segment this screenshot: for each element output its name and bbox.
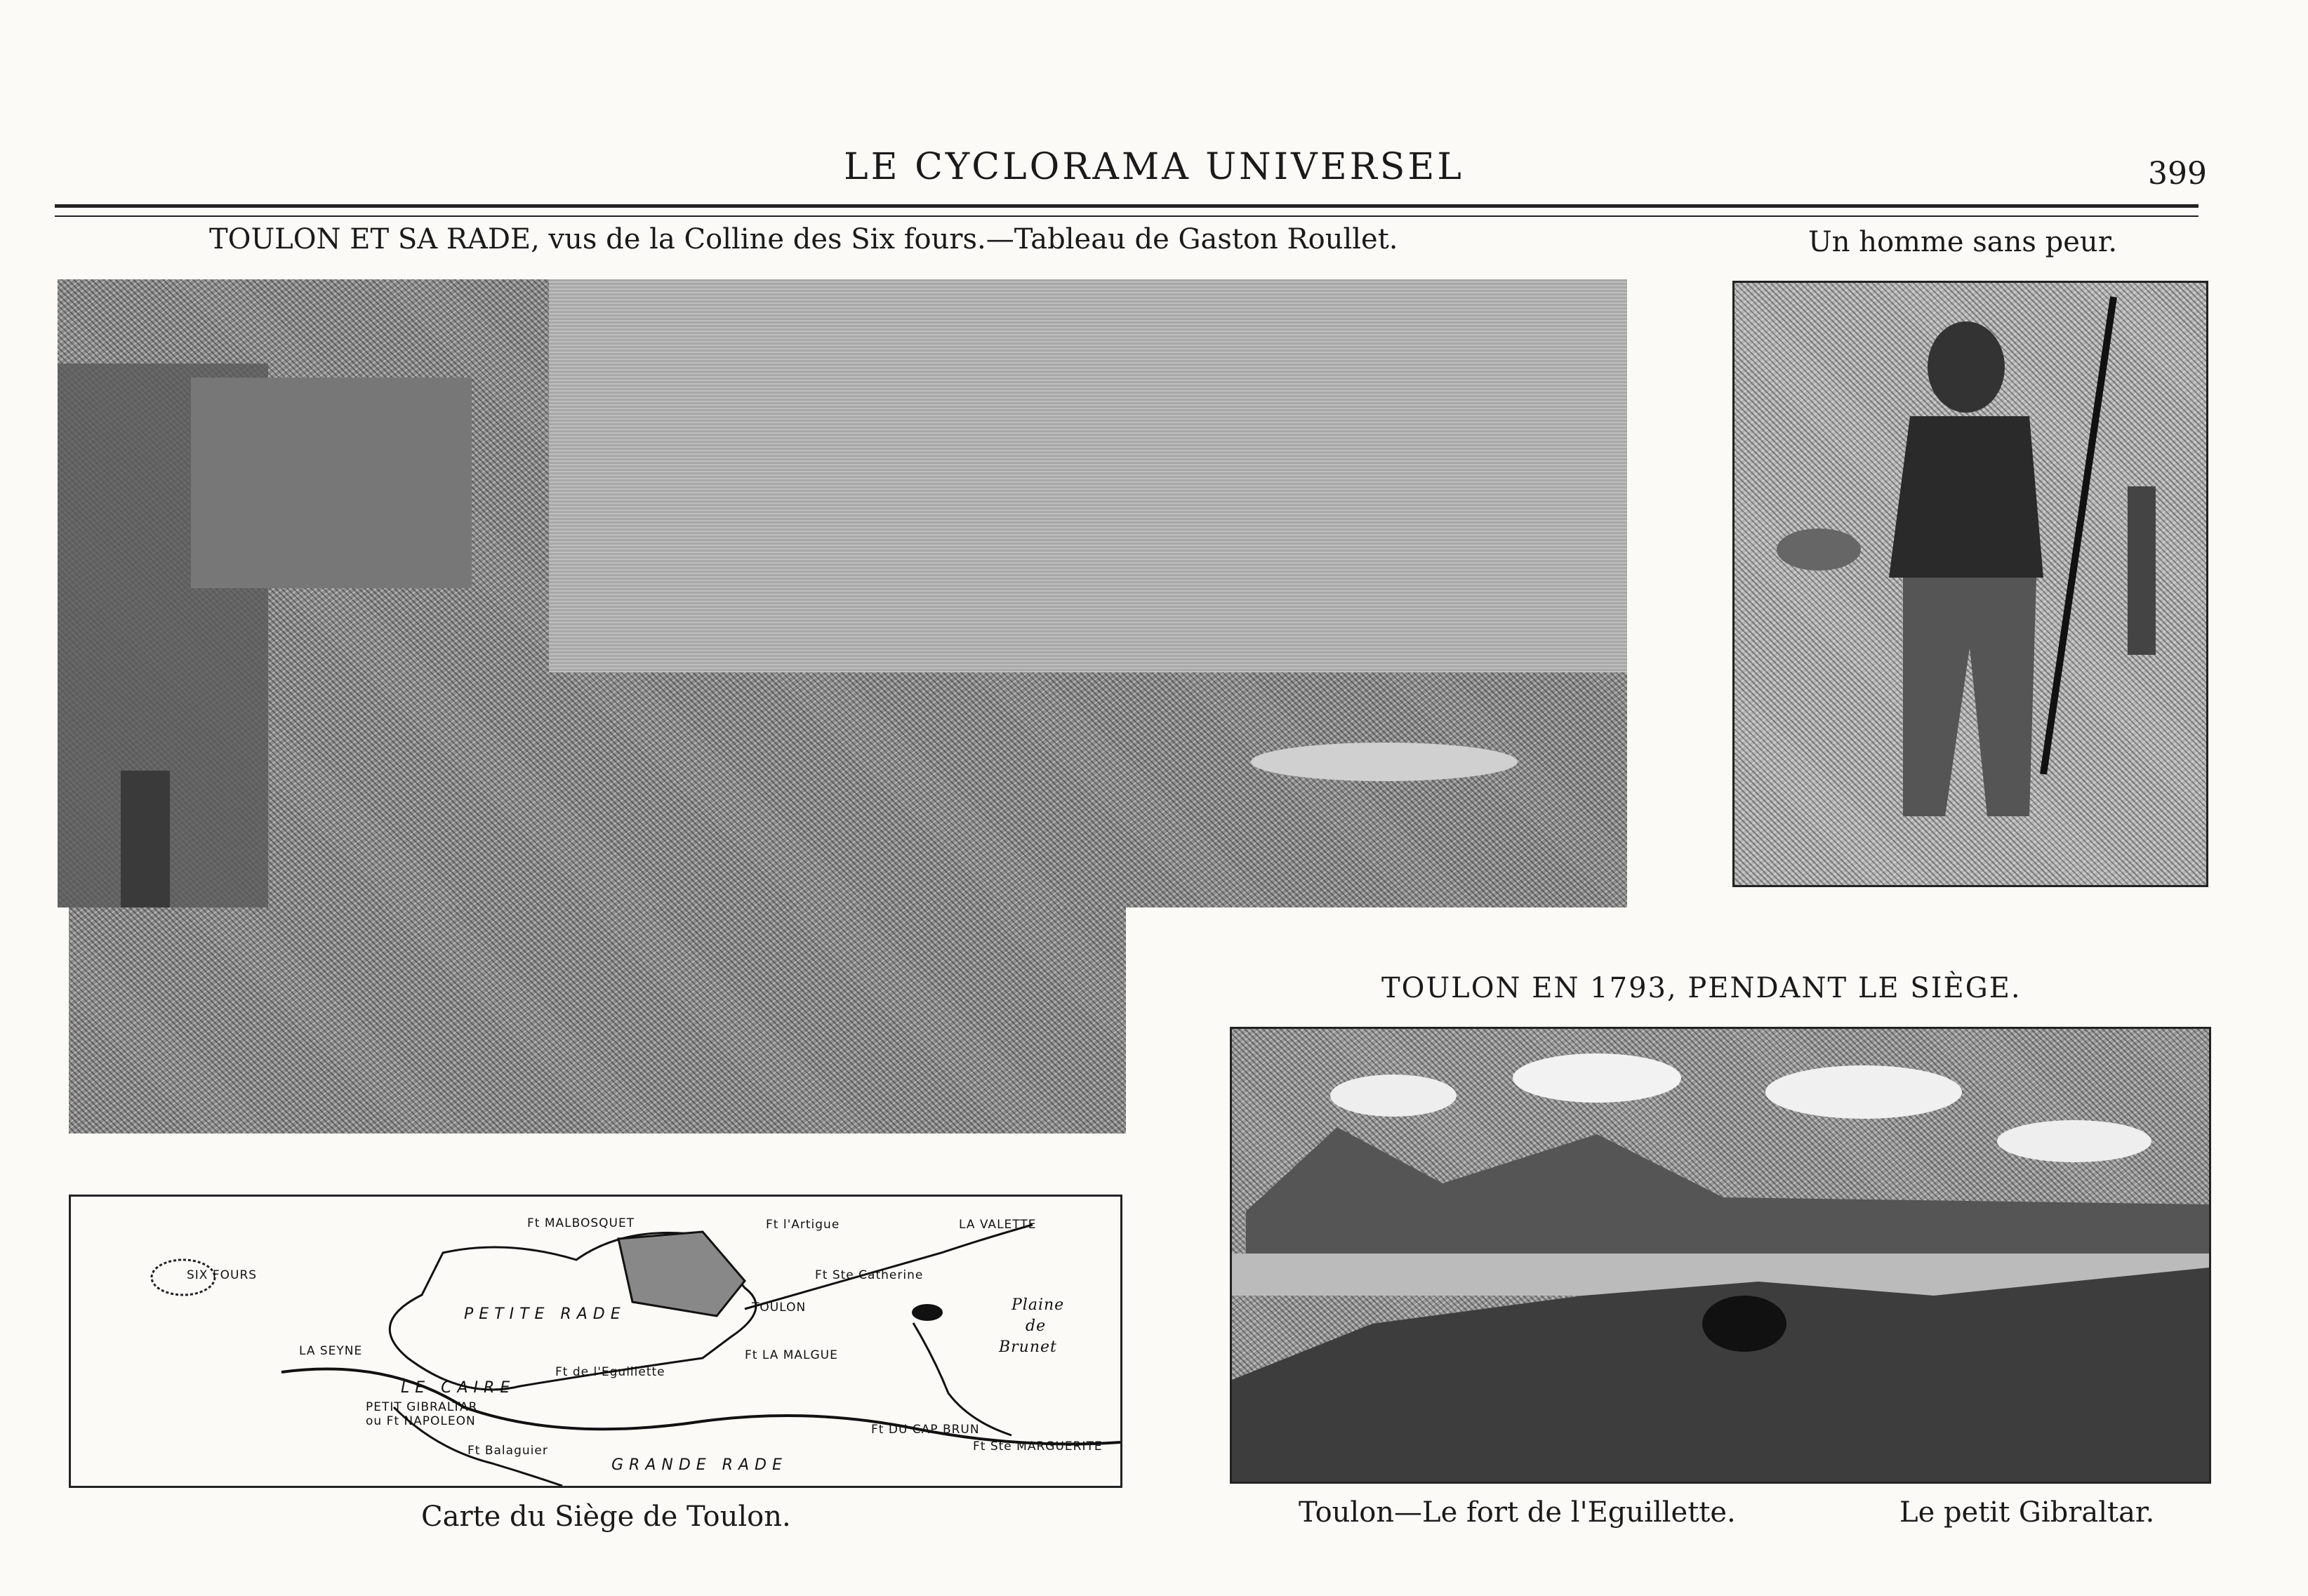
fort-caption: Toulon—Le fort de l'Eguillette. bbox=[1299, 1496, 1736, 1529]
map-label-toulon: TOULON bbox=[752, 1301, 807, 1315]
siege-title: TOULON EN 1793, PENDANT LE SIÈGE. bbox=[1381, 972, 2022, 1004]
map-label-artigue: Ft l'Artigue bbox=[766, 1218, 840, 1232]
soldier-caption: Un homme sans peur. bbox=[1808, 226, 2118, 258]
map-label-la-seyne: LA SEYNE bbox=[299, 1344, 363, 1358]
map-label-le-caire: LE CAIRE bbox=[401, 1379, 516, 1397]
map-label-ste-catherine: Ft Ste Catherine bbox=[815, 1268, 924, 1282]
map-label-ste-marguerite: Ft Ste MARGUERITE bbox=[973, 1439, 1103, 1454]
siege-landscape-icon bbox=[1232, 1029, 2209, 1482]
running-title: LE CYCLORAMA UNIVERSEL bbox=[844, 146, 1464, 188]
soldier-figure-icon bbox=[1735, 283, 2206, 885]
map-label-napoleon: ou Ft NAPOLEON bbox=[366, 1414, 476, 1428]
map-label-plaine: Plaine bbox=[1012, 1296, 1065, 1314]
siege-engraving bbox=[1230, 1027, 2211, 1484]
header-rule-thin bbox=[55, 215, 2198, 217]
gibraltar-caption: Le petit Gibraltar. bbox=[1899, 1496, 2155, 1529]
map-label-six-fours: SIX FOURS bbox=[187, 1268, 258, 1282]
map-label-de: de bbox=[1026, 1317, 1047, 1335]
map-label-eguillette: Ft de l'Eguillette bbox=[555, 1365, 665, 1379]
coastline-map-icon bbox=[71, 1197, 1120, 1486]
main-illustration-caption: TOULON ET SA RADE, vus de la Colline des Six fours.—Tableau de Gaston Roullet. bbox=[209, 223, 1398, 255]
map-label-grande-rade: GRANDE RADE bbox=[611, 1456, 788, 1474]
toulon-rade-engraving-upper bbox=[58, 279, 1627, 907]
soldier-engraving bbox=[1732, 281, 2208, 887]
map-caption: Carte du Siège de Toulon. bbox=[421, 1501, 791, 1533]
page-number: 399 bbox=[2148, 156, 2207, 192]
map-label-balaguier: Ft Balaguier bbox=[467, 1444, 548, 1458]
map-label-brunet: Brunet bbox=[999, 1338, 1057, 1356]
map-label-malbosquet: Ft MALBOSQUET bbox=[527, 1216, 635, 1230]
siege-map bbox=[69, 1195, 1122, 1488]
map-label-petit-gibraltar: PETIT GIBRALTAR bbox=[366, 1400, 478, 1414]
map-label-petite-rade: PETITE RADE bbox=[464, 1305, 626, 1323]
map-label-la-malgue: Ft LA MALGUE bbox=[745, 1348, 838, 1362]
map-label-cap-brun: Ft DU CAP BRUN bbox=[871, 1423, 980, 1437]
toulon-rade-engraving-lower bbox=[69, 907, 1126, 1133]
header-rule-thick bbox=[55, 204, 2198, 208]
map-label-la-valette: LA VALETTE bbox=[959, 1218, 1037, 1232]
